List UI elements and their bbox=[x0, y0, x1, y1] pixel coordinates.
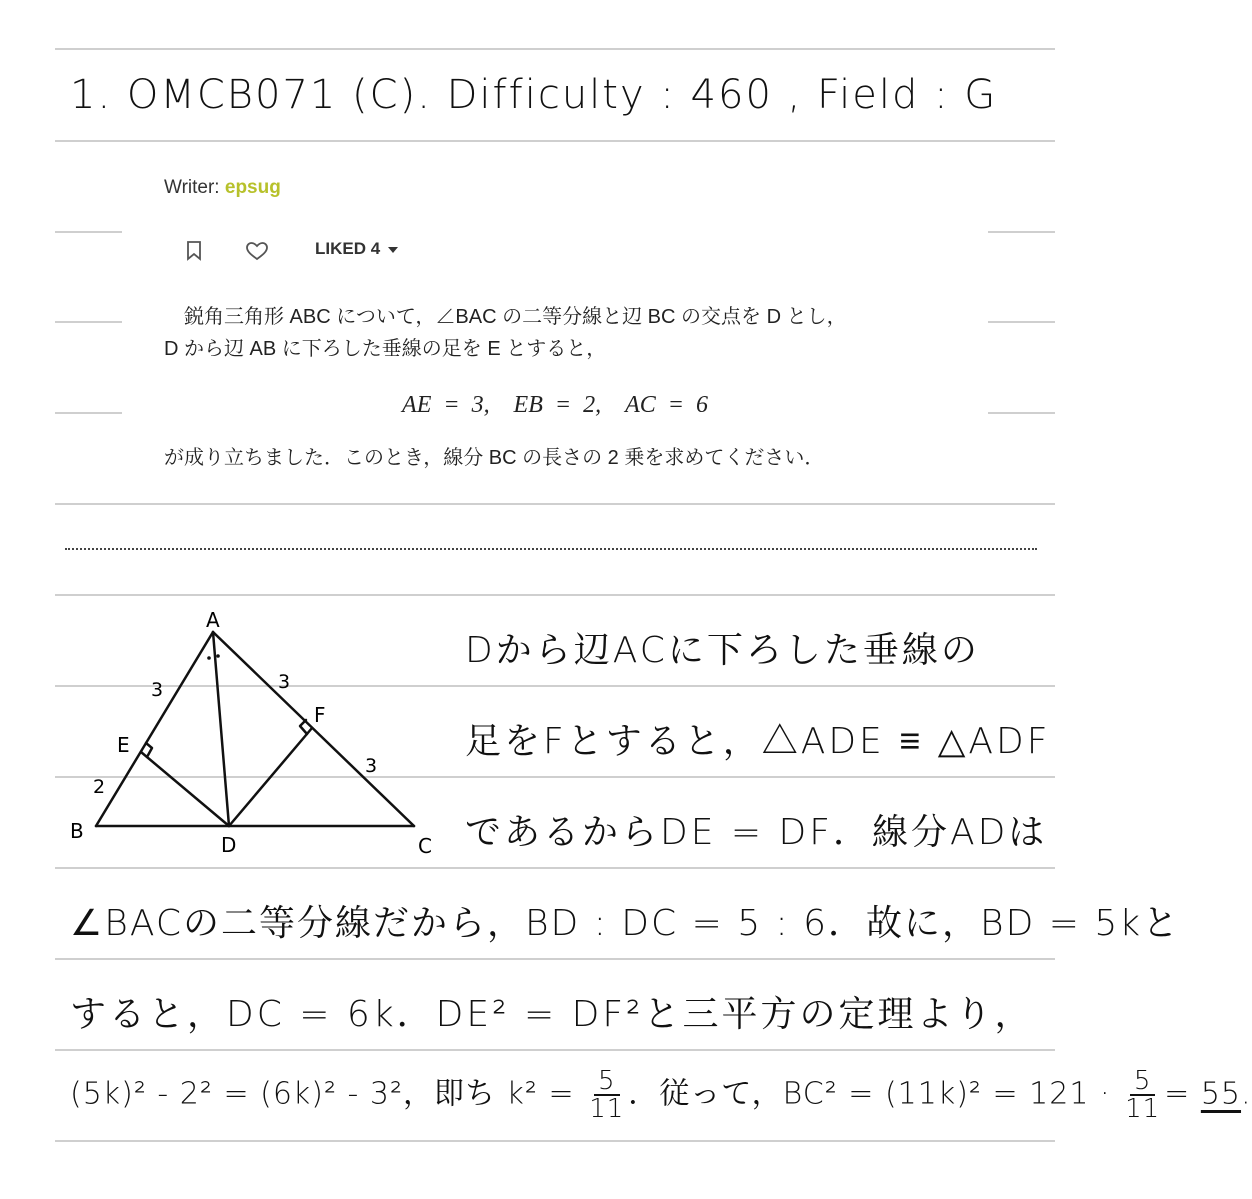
ruled-line bbox=[55, 321, 122, 323]
liked-dropdown[interactable] bbox=[315, 239, 398, 259]
problem-text-line-2: D から辺 AB に下ろした垂線の足を E とすると， bbox=[164, 338, 607, 360]
fraction-5-11 bbox=[589, 1068, 624, 1122]
chevron-down-icon bbox=[388, 247, 398, 253]
heart-icon[interactable] bbox=[246, 242, 268, 261]
problem-card bbox=[122, 150, 988, 496]
fraction-numerator: 5 bbox=[1130, 1068, 1156, 1096]
solution-line-5: すると，DC = 6k．DE² = DF²と三平方の定理より， bbox=[70, 994, 1034, 1035]
writer-label: Writer: bbox=[164, 177, 220, 198]
dotted-separator bbox=[65, 548, 1037, 550]
solution-line-6-part-2: ．従って，BC² = (11k)² = 121 · bbox=[628, 1076, 1111, 1112]
ruled-line bbox=[55, 1140, 1055, 1142]
angle-mark bbox=[216, 654, 220, 658]
length-fc: 3 bbox=[365, 755, 378, 777]
final-period: . bbox=[1241, 1076, 1252, 1112]
label-c: C bbox=[418, 834, 432, 858]
length-ae: 3 bbox=[151, 679, 164, 701]
writer-line bbox=[164, 177, 281, 199]
solution-line-3: であるからDE = DF．線分ADは bbox=[465, 812, 1048, 853]
liked-count: LIKED 4 bbox=[315, 239, 381, 258]
problem-equation: AE = 3, EB = 2, AC = 6 bbox=[402, 392, 708, 418]
solution-line-2: 足をFとすると，△ADE ≡ △ADF bbox=[465, 721, 1051, 762]
ruled-line bbox=[55, 140, 1055, 142]
segment-df bbox=[229, 728, 312, 826]
label-a: A bbox=[206, 608, 220, 632]
solution-line-1: Dから辺ACに下ろした垂線の bbox=[465, 630, 980, 671]
ruled-line bbox=[55, 1049, 1055, 1051]
ruled-line bbox=[55, 412, 122, 414]
solution-line-6-part-1: (5k)² - 2² = (6k)² - 3²，即ち k² = bbox=[70, 1076, 575, 1112]
label-b: B bbox=[70, 819, 84, 843]
final-answer: 55 bbox=[1200, 1076, 1242, 1112]
label-d: D bbox=[221, 833, 237, 857]
fraction-5-11-second bbox=[1125, 1068, 1160, 1122]
segment-ad bbox=[213, 632, 229, 826]
problem-text-line-1: 鋭角三角形 ABC について，∠BAC の二等分線と辺 BC の交点を D とし， bbox=[164, 306, 847, 328]
label-e: E bbox=[117, 733, 130, 757]
segment-de bbox=[141, 752, 229, 826]
length-af: 3 bbox=[278, 671, 291, 693]
triangle-figure bbox=[60, 600, 450, 870]
solution-line-4: ∠BACの二等分線だから，BD : DC = 5 : 6．故に，BD = 5kと bbox=[70, 903, 1181, 944]
ruled-line bbox=[988, 321, 1055, 323]
angle-mark bbox=[207, 656, 211, 660]
ruled-line bbox=[988, 231, 1055, 233]
ruled-line bbox=[55, 48, 1055, 50]
fraction-denominator: 11 bbox=[589, 1094, 625, 1124]
equals-sign: = bbox=[1164, 1076, 1191, 1112]
page-title: 1. OMCB071 (C). Difficulty : 460 , Field : G bbox=[70, 72, 998, 118]
fraction-denominator: 11 bbox=[1125, 1094, 1161, 1124]
ruled-line bbox=[55, 231, 122, 233]
fraction-numerator: 5 bbox=[594, 1068, 620, 1096]
writer-name-link[interactable]: epsug bbox=[224, 177, 281, 198]
bookmark-icon[interactable] bbox=[186, 241, 202, 261]
problem-text-line-3: が成り立ちました．このとき，線分 BC の長さの 2 乗を求めてください． bbox=[164, 447, 825, 469]
ruled-line bbox=[988, 412, 1055, 414]
right-angle-mark-e bbox=[146, 743, 152, 757]
ruled-line bbox=[55, 503, 1055, 505]
solution-line-6 bbox=[70, 1068, 1252, 1122]
side-ac bbox=[213, 632, 414, 826]
label-f: F bbox=[314, 703, 326, 727]
ruled-line bbox=[55, 958, 1055, 960]
length-eb: 2 bbox=[93, 776, 106, 798]
ruled-line bbox=[55, 594, 1055, 596]
